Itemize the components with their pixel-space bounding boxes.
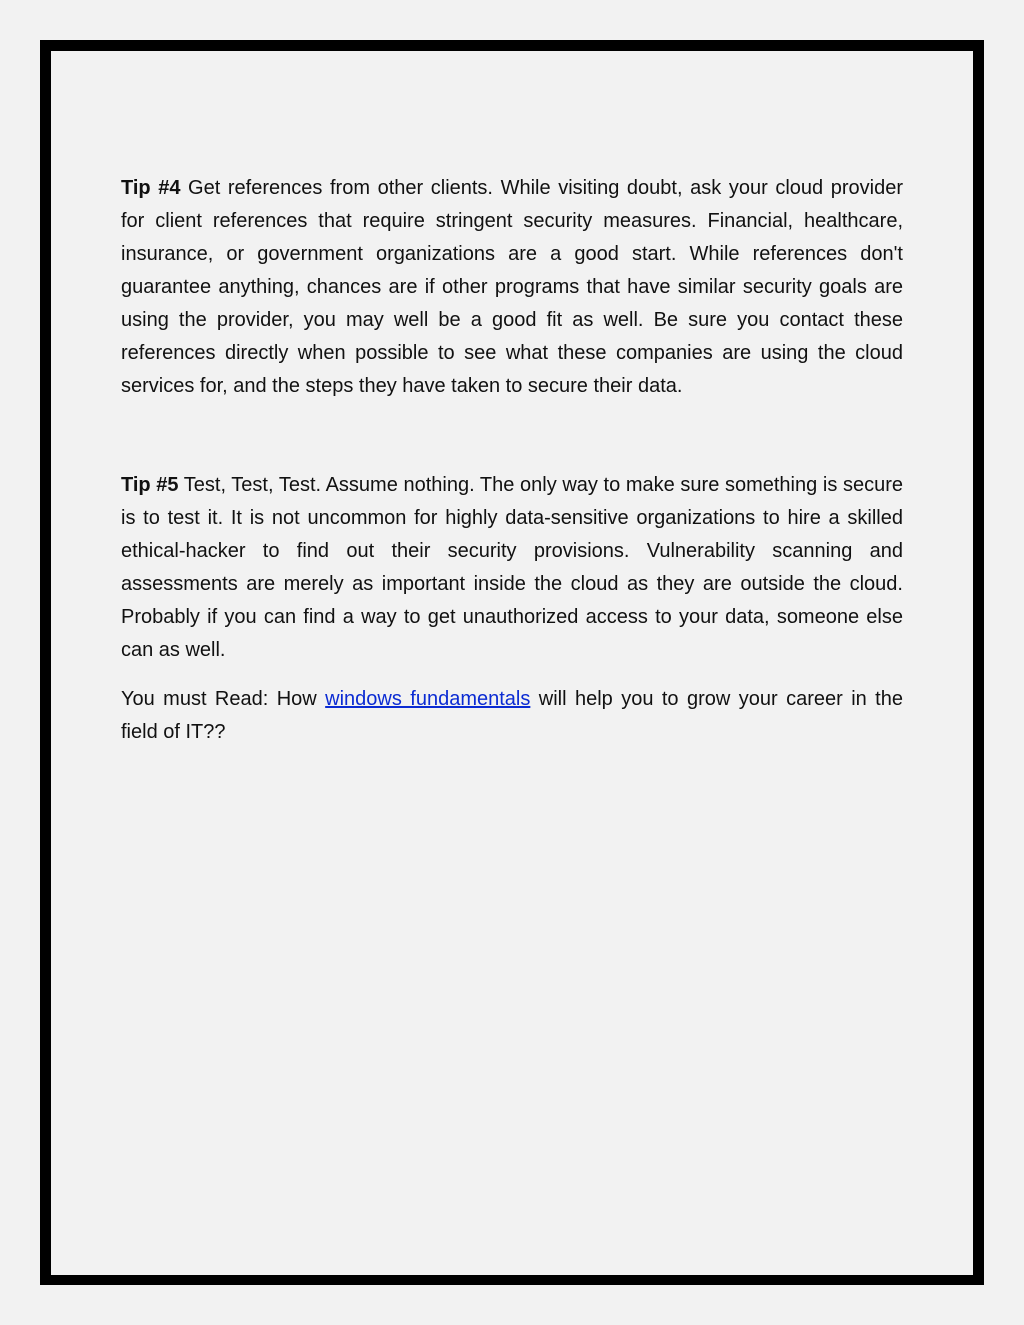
read-more-suffix: will help you to grow your career in the field of IT?? xyxy=(121,688,903,743)
read-more-prefix: You must Read: How xyxy=(121,688,326,710)
tip-5-text: Test, Test, Test. Assume nothing. The only way to make sure something is secure is to test it. It is not uncommon for highly data-sensitive organizations to hire a skilled ethical-hacker to find out their security provisions. Vulnerability scanning and assessments are merely as important inside the cloud as they are outside the cloud. Probably if you can find a way to get unauthorized access to your data, someone else can as well. xyxy=(121,474,903,661)
tip-4-label: Tip #4 xyxy=(121,177,181,199)
tip-4-text: Get references from other clients. While visiting doubt, ask your cloud provider for client references that require stringent security measures. Financial, healthcare, insurance, or government organizations are a good start. While references don't guarantee anything, chances are if other programs that have similar security goals are using the provider, you may well be a good fit as well. Be sure you contact these references directly when possible to see what these companies are using the cloud services for, and the steps they have taken to secure their data. xyxy=(121,177,903,397)
document-page xyxy=(40,40,984,1285)
tip-4-paragraph xyxy=(121,172,903,403)
windows-fundamentals-link[interactable]: windows fundamentals xyxy=(325,688,531,710)
tip-5-paragraph xyxy=(121,469,903,667)
document-body xyxy=(121,172,903,749)
tip-5-label: Tip #5 xyxy=(121,474,179,496)
read-more-paragraph xyxy=(121,683,903,749)
